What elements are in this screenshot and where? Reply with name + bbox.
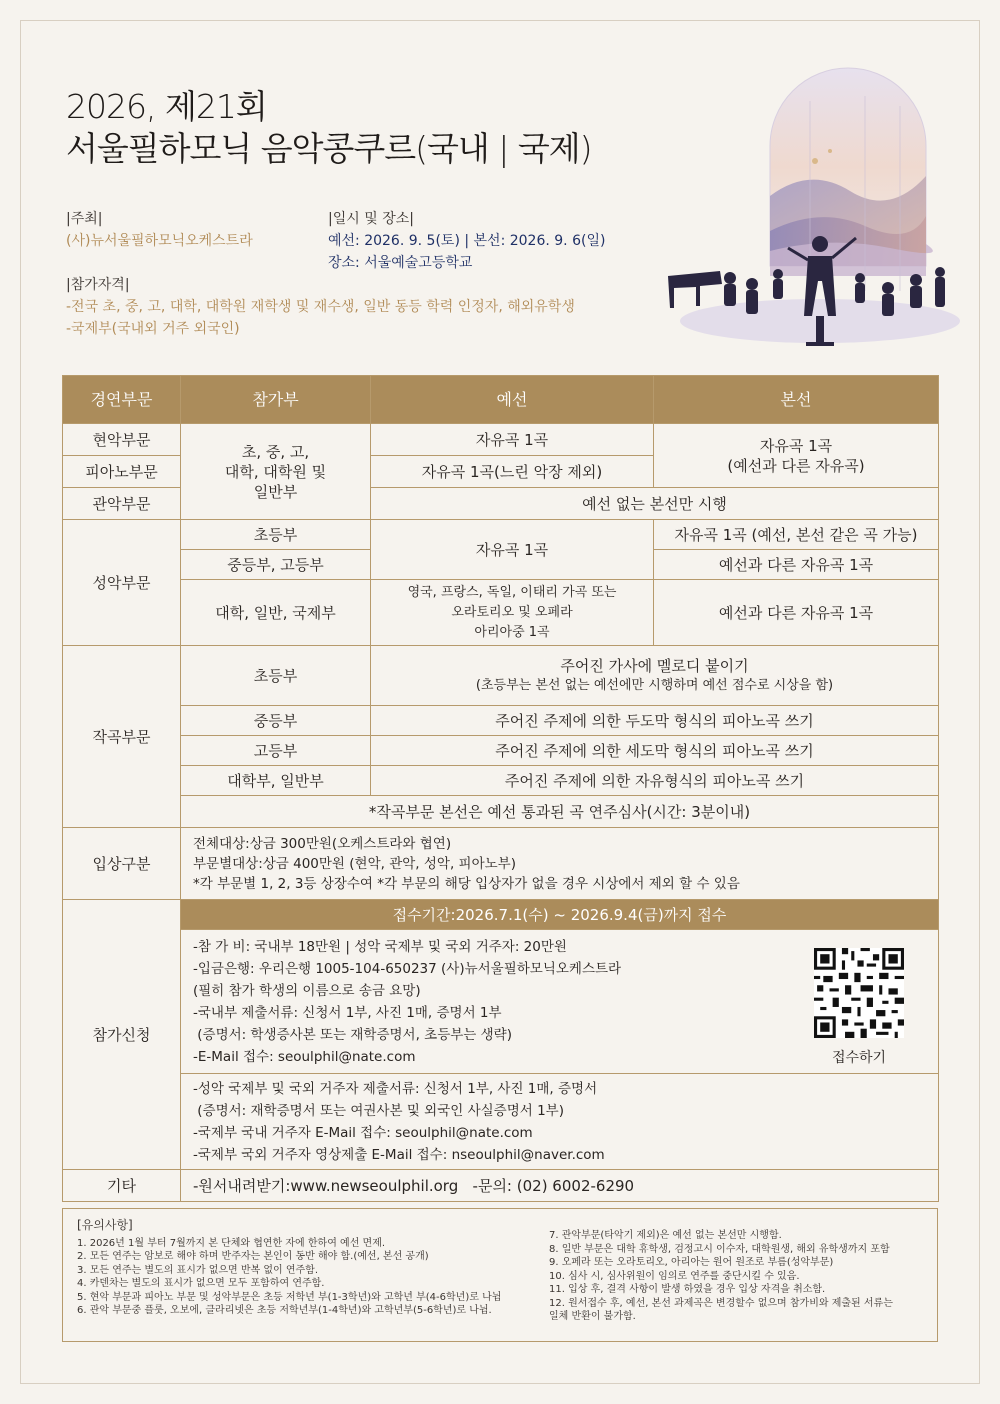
piano-preliminary: 자유곡 1곡(느린 악장 제외) [371,456,654,488]
comp-elementary: 초등부 [181,646,371,706]
apply-intl-overseas-email: -국제부 국외 거주자 영상제출 E-Mail 접수: nseoulphil@naver.com [193,1146,605,1163]
vocal-univ-pre-line-2: 오라토리오 및 오페라 [451,604,573,620]
qr-label[interactable]: 접수하기 [831,1050,887,1066]
section-strings: 현악부문 [63,424,181,456]
apply-bank: -입금은행: 우리은행 1005-104-650237 (사)뉴서울필하모닉오케스트라 [193,961,622,977]
apply-documents: -국내부 제출서류: 신청서 1부, 사진 1매, 증명서 1부 [193,1005,502,1021]
strings-preliminary: 자유곡 1곡 [371,424,654,456]
notice-item: 2. 모든 연주는 암보로 해야 하며 반주자는 본인이 동반 해야 함.(예선, 본선 공개) [77,1251,429,1262]
header-final: 본선 [654,376,939,424]
apply-intl-documents: -성악 국제부 및 국외 거주자 제출서류: 신청서 1부, 사진 1매, 증명서 [193,1080,598,1097]
notice-item: 10. 심사 시, 심사위원이 임의로 연주를 중단시킬 수 있음. [549,1270,800,1282]
vocal-middle-high-final: 예선과 다른 자유곡 1곡 [654,550,939,580]
division-general-line-3: 일반부 [253,482,298,501]
notice-heading: [유의사항] [77,1218,133,1232]
notice-item: 일체 반환이 불가함. [549,1311,636,1322]
comp-high: 고등부 [181,736,371,766]
strings-piano-final [654,424,939,488]
division-general-line-1: 초, 중, 고, [241,442,310,461]
apply-fee: -참 가 비: 국내부 18만원 | 성악 국제부 및 국외 거주자: 20만원 [193,939,567,955]
comp-university-task: 주어진 주제에 의한 자유형식의 피아노곡 쓰기 [371,766,939,796]
competition-table [62,375,939,1202]
vocal-university-intl: 대학, 일반, 국제부 [181,580,371,646]
qr-code-icon[interactable] [814,948,904,1038]
application-intl-details [181,1074,939,1170]
notice-item: 7. 관악부문(타악기 제외)은 예선 없는 본선만 시행함. [549,1230,782,1241]
apply-documents-note: (증명서: 학생증사본 또는 재학증명서, 초등부는 생략) [193,1027,512,1043]
poster-title [66,86,592,170]
orchestra-illustration [660,66,960,356]
vocal-univ-pre-line-1: 영국, 프랑스, 독일, 이태리 가곡 또는 [407,584,617,600]
host-value: (사)뉴서울필하모닉오케스트라 [66,233,253,249]
application-details [181,930,939,1074]
host-block [66,208,253,252]
notice-item: 8. 일반 부문은 대학 휴학생, 검정고시 이수자, 대학원생, 해외 유학생까지 포함 [549,1243,890,1255]
prize-line-3: *각 부문별 1, 2, 3등 상장수여 *각 부문의 해당 입상자가 없을 경우 시상에서 제외 할 수 있음 [193,875,740,892]
notice-item: 3. 모든 연주는 별도의 표시가 없으면 반복 없이 연주함. [77,1264,319,1276]
comp-note: *작곡부문 본선은 예선 통과된 곡 연주심사(시간: 3분이내) [181,796,939,828]
apply-intl-domestic-email: -국제부 국내 거주자 E-Mail 접수: seoulphil@nate.com [193,1124,533,1141]
notice-item: 6. 관악 부문중 플룻, 오보에, 클라리넷은 초등 저학년부(1-4학년)와 고학년부(5-6학년)로 나뉨. [77,1305,492,1316]
schedule-venue: 장소: 서울예술고등학교 [328,255,473,271]
qr-block[interactable] [814,948,904,1069]
vocal-middle-high: 중등부, 고등부 [181,550,371,580]
section-wind: 관악부문 [63,488,181,520]
vocal-elementary: 초등부 [181,520,371,550]
eligibility-label: |참가자격| [66,277,130,293]
division-general [181,424,371,520]
eligibility-line-1: -전국 초, 중, 고, 대학, 대학원 재학생 및 재수생, 일반 동등 학력 인정자, 해외유학생 [66,299,575,315]
prize-line-2: 부문별대상:상금 400만원 (현악, 관악, 성악, 피아노부) [193,855,516,872]
notice-item: 9. 오페라 또는 오라토리오, 아리아는 원어 원조로 부름(성악부문) [549,1257,834,1268]
final-free-line-1: 자유곡 1곡 [759,436,833,455]
title-line-2: 서울필하모닉 음악콩쿠르(국내 | 국제) [66,129,592,168]
division-general-line-2: 대학, 대학원 및 [224,462,327,481]
wind-final-only: 예선 없는 본선만 시행 [371,488,939,520]
schedule-dates: 예선: 2026. 9. 5(토) | 본선: 2026. 9. 6(일) [328,233,606,249]
final-free-line-2: (예선과 다른 자유곡) [727,456,865,475]
vocal-univ-pre-line-3: 아리아중 1곡 [474,624,550,640]
application-period: 접수기간:2026.7.1(수) ~ 2026.9.4(금)까지 접수 [181,900,939,930]
prize-line-1: 전체대상:상금 300만원(오케스트라와 협연) [193,835,452,852]
section-etc: 기타 [63,1170,181,1202]
header-division: 참가부 [181,376,371,424]
title-line-1: 2026, 제21회 [66,87,267,126]
apply-bank-note: (필히 참가 학생의 이름으로 송금 요망) [193,983,421,999]
section-piano: 피아노부문 [63,456,181,488]
vocal-university-final: 예선과 다른 자유곡 1곡 [654,580,939,646]
section-composition: 작곡부문 [63,646,181,828]
header-preliminary: 예선 [371,376,654,424]
section-prize: 입상구분 [63,828,181,900]
notice-item: 1. 2026년 1월 부터 7월까지 본 단체와 협연한 자에 한하여 예선 면제. [77,1237,386,1249]
host-label: |주최| [66,211,103,227]
vocal-university-preliminary [371,580,654,646]
notice-left-column [77,1219,547,1318]
vocal-elementary-final: 자유곡 1곡 (예선, 본선 같은 곡 가능) [654,520,939,550]
prize-details [181,828,939,900]
etc-details[interactable]: -원서내려받기:www.newseoulphil.org -문의: (02) 6002-6290 [181,1170,939,1202]
comp-middle: 중등부 [181,706,371,736]
vocal-preliminary-free: 자유곡 1곡 [371,520,654,580]
comp-high-task: 주어진 주제에 의한 세도막 형식의 피아노곡 쓰기 [371,736,939,766]
notice-box [62,1208,938,1342]
notice-right-column [549,1229,929,1324]
comp-university: 대학부, 일반부 [181,766,371,796]
comp-elementary-note: (초등부는 본선 없는 예선에만 시행하며 예선 점수로 시상을 함) [475,677,834,693]
comp-elementary-task-title: 주어진 가사에 멜로디 붙이기 [560,656,749,675]
notice-item: 11. 입상 후, 결격 사항이 발생 하였을 경우 입상 자격을 취소함. [549,1284,826,1295]
schedule-block [328,208,605,274]
section-application: 참가신청 [63,900,181,1170]
schedule-label: |일시 및 장소| [328,211,414,227]
comp-middle-task: 주어진 주제에 의한 두도막 형식의 피아노곡 쓰기 [371,706,939,736]
notice-item: 4. 카덴차는 별도의 표시가 없으면 모두 포함하여 연주함. [77,1278,325,1289]
apply-email: -E-Mail 접수: seoulphil@nate.com [193,1049,416,1065]
header-section: 경연부문 [63,376,181,424]
section-vocal: 성악부문 [63,520,181,646]
notice-item: 5. 현악 부문과 피아노 부문 및 성악부문은 초등 저학년 부(1-3학년)와 고학년 부(4-6학년)로 나뉨 [77,1291,502,1303]
notice-item: 12. 원서접수 후, 예선, 본선 과제곡은 변경할수 없으며 참가비와 제출된 서류는 [549,1297,893,1309]
comp-elementary-task [371,646,939,706]
eligibility-block [66,274,575,340]
eligibility-line-2: -국제부(국내외 거주 외국인) [66,321,240,337]
apply-intl-documents-note: (증명서: 재학증명서 또는 여권사본 및 외국인 사실증명서 1부) [193,1102,564,1119]
